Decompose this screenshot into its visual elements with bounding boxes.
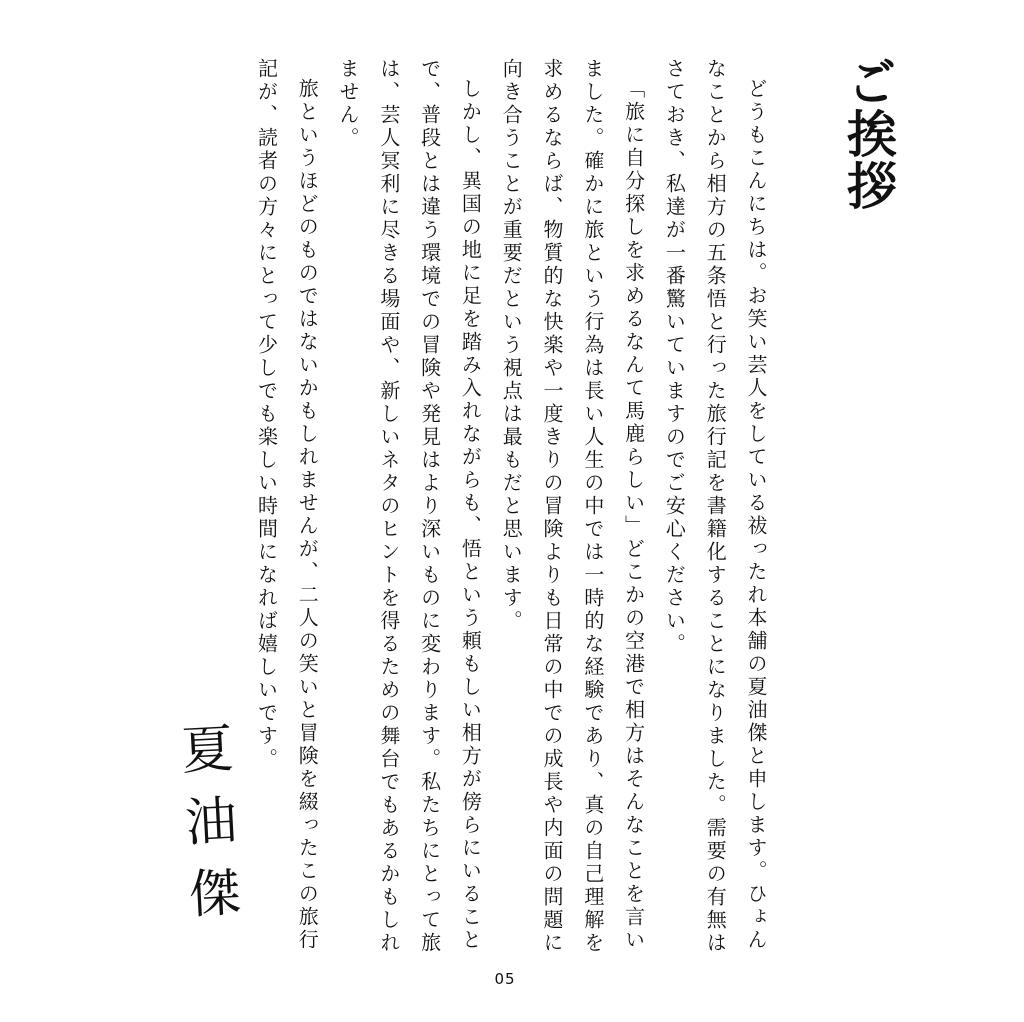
paragraph: どうもこんにちは。お笑い芸人をしている祓ったれ本舗の夏油傑と申します。ひょんなことから相方の五条悟と行った旅行記を書籍化することになりました。需要の有無はさておき、私達が一番驚いていますのでご安心ください。 bbox=[662, 58, 768, 955]
handwritten-signature: 夏油傑 bbox=[170, 720, 242, 940]
paragraph: 旅というほどのものではないかもしれませんが、二人の笑いと冒険を綴ったこの旅行記が、読者の方々にとって少しでも楽しい時間になれば嬉しいです。 bbox=[254, 58, 320, 952]
body-text bbox=[246, 58, 776, 966]
page-number: 05 bbox=[494, 970, 516, 988]
paragraph: 「旅に自分探しを求めるなんて馬鹿らしい」どこかの空港で相方はそんなことを言いました。確かに旅という行為は長い人生の中では一時的な経験であり、真の自己理解を求めるならば、物質的な快楽や一度きりの冒険よりも日常の中での成長や内面の問題に向き合うことが重要だという視点は最もだと思います。 bbox=[499, 58, 646, 955]
page-heading: ご挨拶 bbox=[839, 56, 897, 212]
paragraph: しかし、異国の地に足を踏み入れながらも、悟という頼もしい相方が傍らにいることで、普段とは違う環境での冒険や発見はより深いものに変わります。私たちにとって旅は、芸人冥利に尽きる場面や、新しいネタのヒントを得るための舞台でもあるかもしれません。 bbox=[336, 58, 483, 955]
